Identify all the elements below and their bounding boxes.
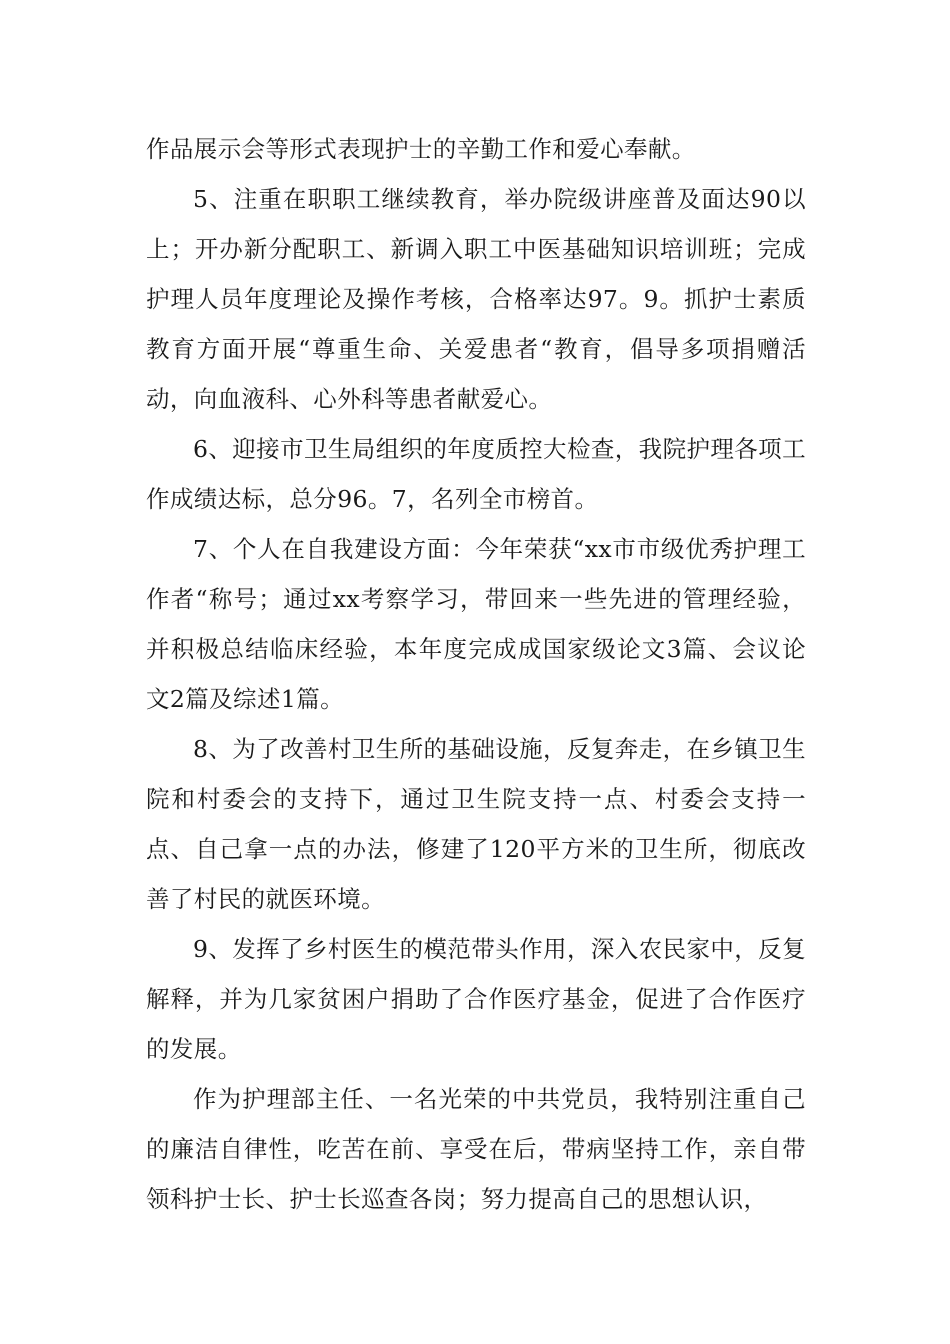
paragraph-item-7: 7、个人在自我建设方面：今年荣获“xx市市级优秀护理工作者“称号；通过xx考察学习，带回来一些先进的管理经验，并积极总结临床经验，本年度完成成国家级论文3篇、会议论文2篇及综述1篇。 <box>146 535 806 713</box>
paragraph-item-5: 5、注重在职职工继续教育，举办院级讲座普及面达90以上；开办新分配职工、新调入职工中医基础知识培训班；完成护理人员年度理论及操作考核，合格率达97。9。抓护士素质教育方面开展“尊重生命、关爱患者“教育，倡导多项捐赠活动，向血液科、心外科等患者献爱心。 <box>146 185 806 413</box>
paragraph-continuation: 作品展示会等形式表现护士的辛勤工作和爱心奉献。 <box>146 135 696 163</box>
paragraph-item-8: 8、为了改善村卫生所的基础设施，反复奔走，在乡镇卫生院和村委会的支持下，通过卫生院支持一点、村委会支持一点、自己拿一点的办法，修建了120平方米的卫生所，彻底改善了村民的就医环境。 <box>146 735 806 913</box>
paragraph-closing: 作为护理部主任、一名光荣的中共党员，我特别注重自己的廉洁自律性，吃苦在前、享受在后，带病坚持工作，亲自带领科护士长、护士长巡查各岗；努力提高自己的思想认识， <box>146 1085 806 1213</box>
document-body <box>146 124 806 1224</box>
paragraph-item-6: 6、迎接市卫生局组织的年度质控大检查，我院护理各项工作成绩达标，总分96。7，名列全市榜首。 <box>146 435 806 513</box>
paragraph-item-9: 9、发挥了乡村医生的模范带头作用，深入农民家中，反复解释，并为几家贫困户捐助了合作医疗基金，促进了合作医疗的发展。 <box>146 935 806 1063</box>
